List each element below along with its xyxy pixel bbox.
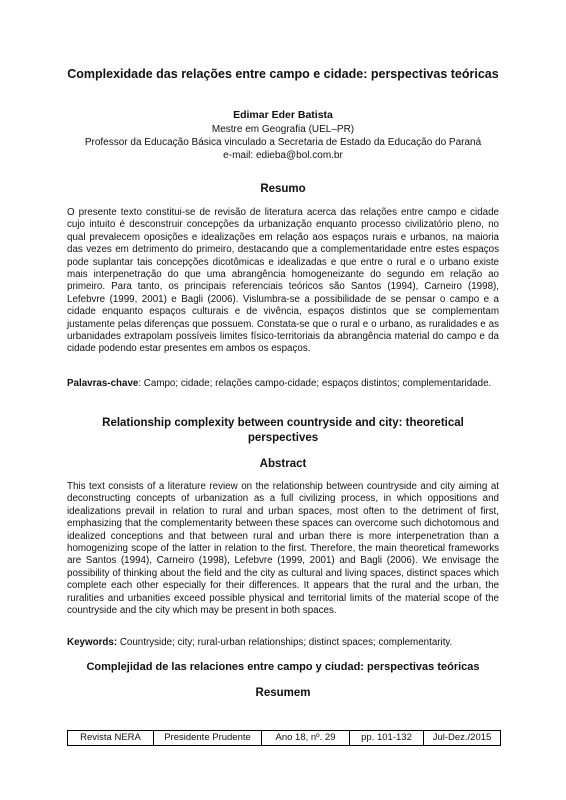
abstract-text: This text consists of a literature review on the relationship between countryside and city aiming at deconstructing concepts of urbanization as a full civilizing process, in which oppositions and idealizations prevail in relation to rural and urban spaces, most often to the detriment of first, emphasizing that the complementarity between these spaces can overcome such dichotomous and idealized conceptions and that between rural and urban there is more interpenetration than a homogenizing scope of the latter in relation to the first. Therefore, the main theoretical frameworks are Santos (1994), Carneiro (1998), Lefebvre (1999, 2001) and Bagli (2006). We envisage the possibility of thinking about the field and the city as cultural and living spaces, distinct spaces which complete each other especially for their differences. It appears that the rural and the urban, the ruralities and urbanities exceed possible physical and territorial limits of the material scope of the countryside and the city which may be present in both spaces. (67, 481, 499, 617)
paper-title-es: Complejidad de las relaciones entre campo y ciudad: perspectivas teóricas (86, 661, 480, 673)
author-name: Edimar Eder Batista (233, 109, 333, 121)
author-email: e-mail: edieba@bol.com.br (223, 150, 343, 161)
keywords (67, 637, 499, 649)
resumo-text: O presente texto constitui-se de revisão de literatura acerca das relações entre campo e cidade cujo intuito é desconstruir concepções da urbanização enquanto processo civilizatório pleno, no qual prevalecem oposições e idealizações em relação aos espaços rurais e urbanos, na maioria das vezes em detrimento do primeiro, destacando que a complementaridade entre estes espaços pode suplantar tais concepções dicotômicas e idealizadas e que entre o rural e o urbano existe mais interpenetração do que uma abrangência homogeneizante do segundo em relação ao primeiro. Para tanto, os principais referenciais teóricos são Santos (1994), Carneiro (1998), Lefebvre (1999, 2001) e Bagli (2006). Vislumbra-se a possibilidade de se pensar o campo e a cidade enquanto espaços culturais e de vivência, espaços distintos que se complementam justamente pelas diferenças que possuem. Constata-se que o rural e o urbano, as ruralidades e as urbanidades extrapolam possíveis limites físico-territoriais da abrangência material do campo e da cidade podendo estar presentes em ambos os espaços. (67, 207, 499, 355)
footer-city: Presidente Prudente (154, 731, 262, 745)
keywords-text: Countryside; city; rural-urban relationships; distinct spaces; complementarity. (117, 637, 453, 648)
paper-title-pt: Complexidade das relações entre campo e cidade: perspectivas teóricas (67, 67, 499, 81)
author-affiliation-position: Professor da Educação Básica vinculado a Secretaria de Estado da Educação do Paraná (84, 137, 482, 148)
journal-footer (67, 730, 501, 746)
keywords-label: Keywords: (67, 637, 118, 648)
author-affiliation-degree: Mestre em Geografia (UEL–PR) (211, 124, 355, 135)
footer-pages: pp. 101-132 (350, 731, 424, 745)
resumo-heading: Resumo (260, 183, 306, 195)
palavras-chave (67, 378, 499, 390)
palavras-chave-label: Palavras-chave (67, 378, 139, 389)
abstract-heading: Abstract (259, 458, 307, 470)
footer-issue: Ano 18, nº. 29 (262, 731, 350, 745)
palavras-chave-text: : Campo; cidade; relações campo-cidade; espaços distintos; complementaridade. (138, 378, 492, 389)
footer-date: Jul-Dez./2015 (432, 732, 492, 743)
footer-journal: Revista NERA (68, 731, 154, 745)
paper-title-en: Relationship complexity between countryside and city: theoretical perspectives (102, 417, 464, 444)
resumen-heading: Resumem (255, 687, 311, 699)
